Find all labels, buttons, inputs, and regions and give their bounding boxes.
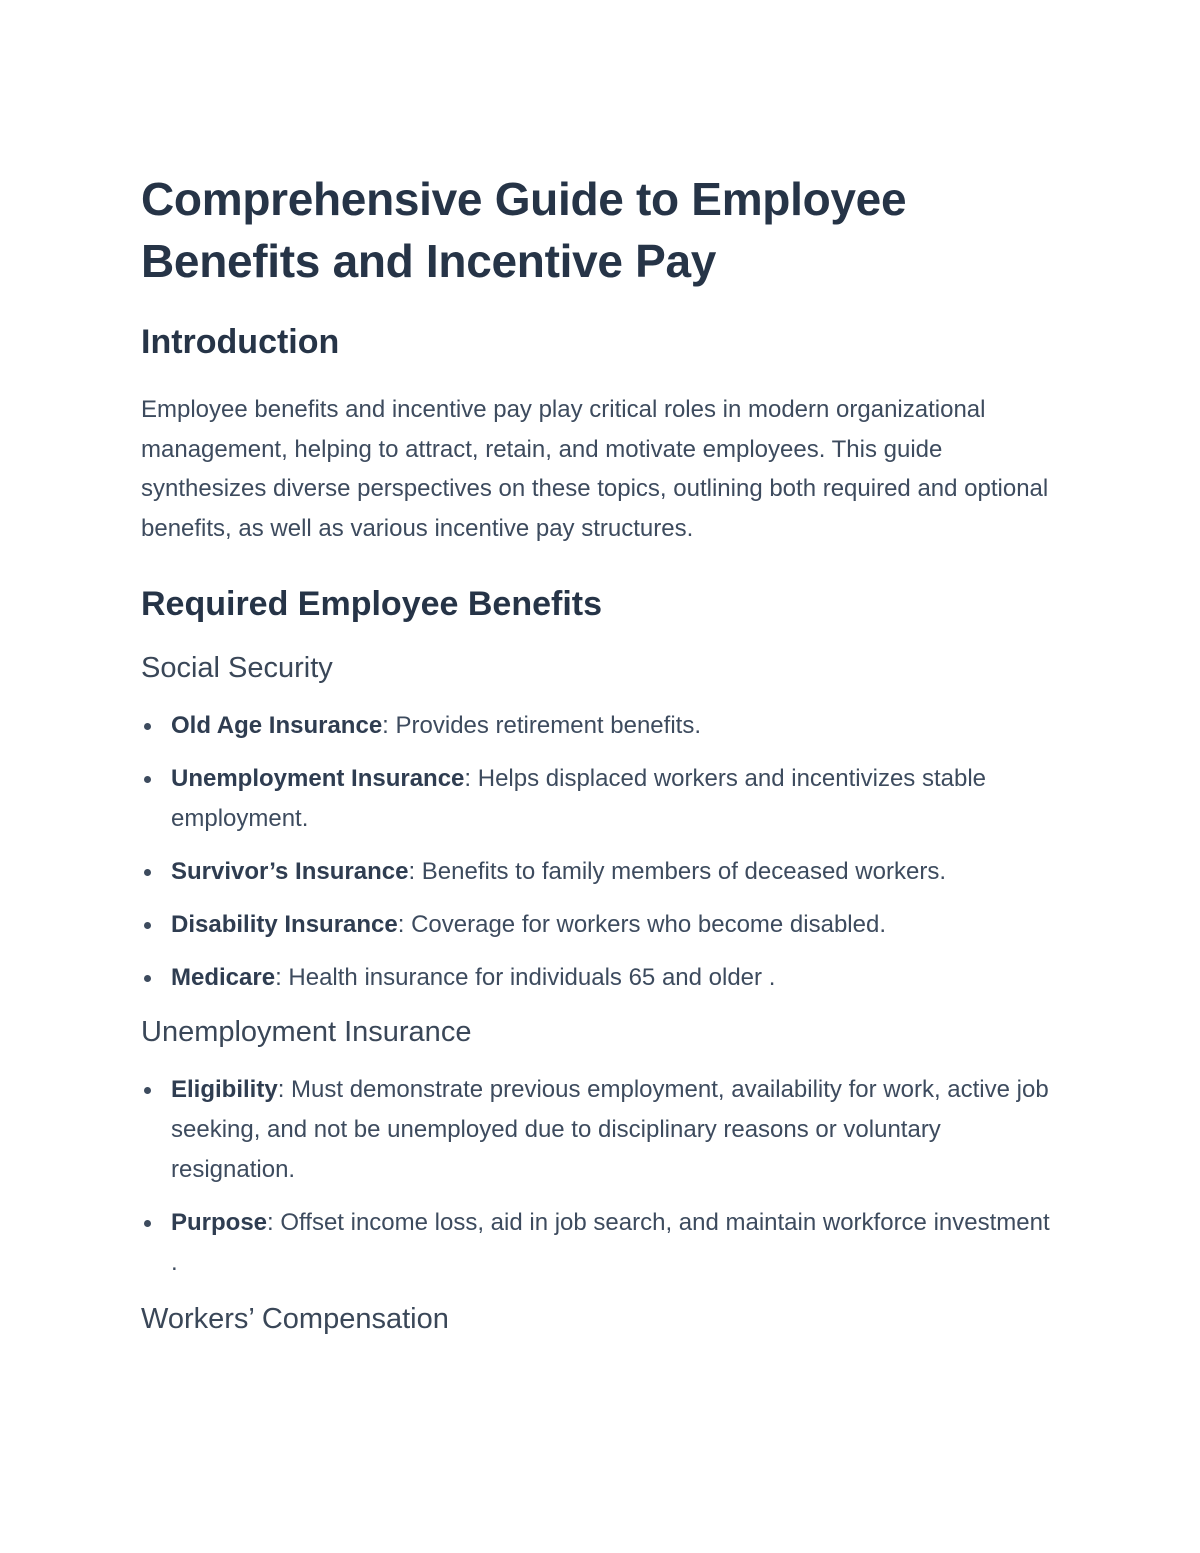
list-item (141, 1070, 1061, 1190)
bullet-icon (144, 922, 151, 929)
bullet-icon (144, 1087, 151, 1094)
unemployment-insurance-list (141, 1070, 1061, 1283)
document-page (141, 168, 1061, 1339)
social-security-list (141, 706, 1061, 998)
list-item-term: Unemployment Insurance (171, 765, 465, 792)
list-item-text: : Health insurance for individuals 65 and older . (275, 964, 776, 991)
document-title: Comprehensive Guide to Employee Benefits and Incentive Pay (141, 173, 907, 287)
unemployment-insurance-heading: Unemployment Insurance (141, 1016, 472, 1048)
list-item (141, 759, 1061, 839)
introduction-paragraph: Employee benefits and incentive pay play critical roles in modern organizational management, helping to attract, retain, and motivate employees. This guide synthesizes diverse perspectives on these topics, outlining both required and optional benefits, as well as various incentive pay structures. (141, 396, 1049, 542)
list-item (141, 1203, 1061, 1283)
list-item-term: Medicare (171, 964, 276, 991)
list-item (141, 852, 1061, 892)
list-item-text: : Benefits to family members of deceased workers. (408, 858, 946, 885)
list-item-text: : Coverage for workers who become disabled. (397, 911, 886, 938)
required-benefits-heading: Required Employee Benefits (141, 585, 603, 623)
list-item-text: : Helps displaced workers and incentivizes stable employment. (171, 765, 986, 832)
list-item-term: Survivor’s Insurance (171, 858, 409, 885)
list-item-term: Purpose (171, 1209, 268, 1236)
list-item-term: Old Age Insurance (171, 712, 383, 739)
bullet-icon (144, 975, 151, 982)
list-item (141, 958, 1061, 998)
list-item-text: : Offset income loss, aid in job search, and maintain workforce investment . (171, 1209, 1050, 1276)
list-item (141, 706, 1061, 746)
list-item-text: : Must demonstrate previous employment, availability for work, active job seeking, and not be unemployed due to disciplinary reasons or voluntary resignation. (171, 1076, 1049, 1183)
social-security-heading: Social Security (141, 652, 333, 684)
list-item-term: Disability Insurance (171, 911, 398, 938)
bullet-icon (144, 776, 151, 783)
workers-compensation-heading: Workers’ Compensation (141, 1303, 449, 1335)
list-item-text: : Provides retirement benefits. (382, 712, 701, 739)
bullet-icon (144, 723, 151, 730)
introduction-heading: Introduction (141, 323, 340, 361)
list-item-term: Eligibility (171, 1076, 278, 1103)
bullet-icon (144, 1220, 151, 1227)
bullet-icon (144, 869, 151, 876)
list-item (141, 905, 1061, 945)
